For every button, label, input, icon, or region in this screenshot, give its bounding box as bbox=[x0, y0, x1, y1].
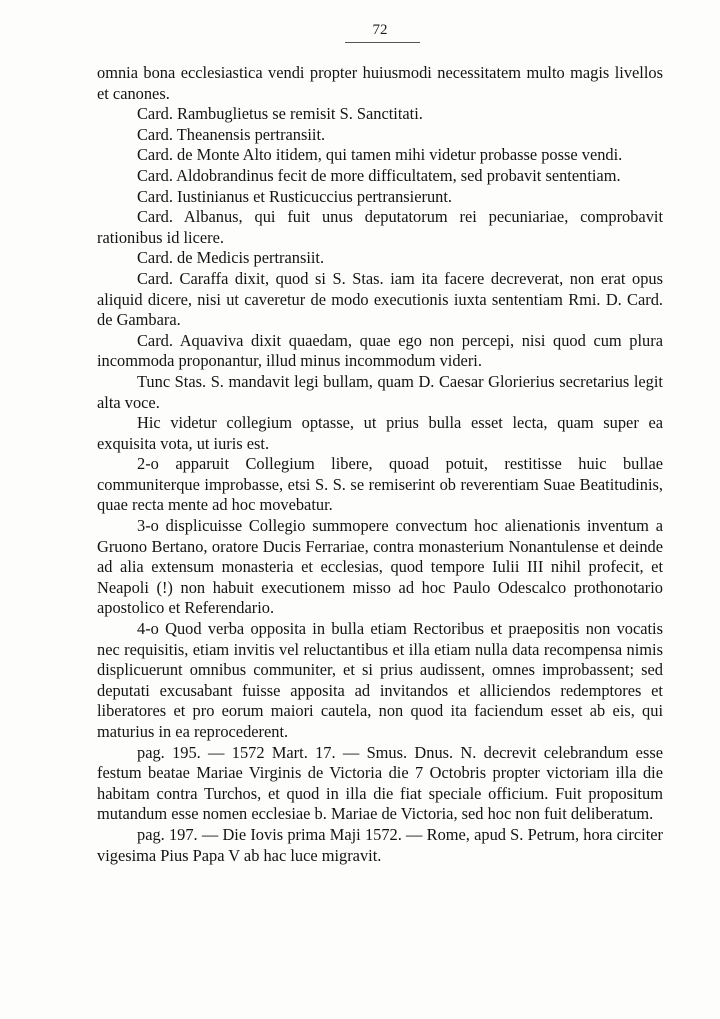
paragraph: Card. Albanus, qui fuit unus deputatorum rei pecuniariae, comprobavit rationibus id licere. bbox=[97, 207, 663, 247]
paragraph: Card. de Monte Alto itidem, qui tamen mihi videtur probasse posse vendi. bbox=[137, 145, 623, 165]
paragraph: Card. Iustinianus et Rusticuccius pertransierunt. bbox=[137, 186, 452, 206]
paragraph: Tunc Stas. S. mandavit legi bullam, quam D. Caesar Glorierius secretarius legit alta voce. bbox=[97, 371, 663, 412]
paragraph: Card. Caraffa dixit, quod si S. Stas. iam ita facere decreverat, non erat opus aliquid dicere, nisi ut caveretur de modo executionis iuxta sententiam Rmi. D. Card. de Gambara. bbox=[97, 268, 663, 330]
paragraph: Card. Aldobrandinus fecit de more difficultatem, sed probavit sententiam. bbox=[137, 165, 621, 185]
paragraph: Card. Rambuglietus se remisit S. Sanctitati. bbox=[137, 104, 423, 124]
page-number-rule bbox=[345, 42, 420, 43]
paragraph: 4-o Quod verba opposita in bulla etiam Rectoribus et praepositis non vocatis nec requisitis, etiam invitis vel reluctantibus et illa etiam nulla data recompensa nimis displicuerunt omnibus communiter, et si prius audissent, omnes improbassent; sed deputati excusabant fuisse apposita ad invitandos et alliciendos redemptores et liberatores et pro eorum maiori cautela, non quod ita faciendum esset ab eis, qui maturius in ea reprocederent. bbox=[97, 619, 663, 741]
paragraph: pag. 195. — 1572 Mart. 17. — Smus. Dnus. N. decrevit celebrandum esse festum beatae Mariae Virginis de Victoria die 7 Octobris propter victoriam illa die habitam contra Turchos, et quod in illa die fiat speciale officium. Fuit propositum mutandum esse nomen ecclesiae b. Mariae de Victoria, sed hoc non fuit deliberatum. bbox=[97, 742, 663, 824]
paragraph: 3-o displicuisse Collegio summopere convectum hoc alienationis inventum a Gruono Bertano, oratore Ducis Ferrariae, contra monasterium Nonantulense et deinde ad alia extensum monasteria et ecclesias, quod tempore Iulii III nihil profecit, et Neapoli (!) non habuit executionem misso ad hoc Paulo Odescalco prothonotario apostolico et Referendario. bbox=[97, 516, 663, 618]
page-number: 72 bbox=[372, 22, 388, 38]
paragraph: 2-o apparuit Collegium libere, quoad potuit, restitisse huic bullae communiterque improbasse, etsi S. S. se remiserint ob reverentiam Suae Beatitudinis, quae recta mente ad hoc movebatur. bbox=[97, 454, 663, 515]
paragraph: pag. 197. — Die Iovis prima Maji 1572. — Rome, apud S. Petrum, hora circiter vigesima Pius Papa V ab hac luce migravit. bbox=[97, 824, 663, 865]
paragraph: omnia bona ecclesiastica vendi propter huiusmodi necessitatem multo magis livellos et canones. bbox=[97, 63, 663, 103]
text-body bbox=[97, 63, 663, 866]
paragraph: Card. Theanensis pertransiit. bbox=[137, 124, 326, 144]
paragraph: Card. Aquaviva dixit quaedam, quae ego non percepi, nisi quod cum plura incommoda proponantur, illud minus incommodum videri. bbox=[97, 330, 663, 371]
paragraph: Hic videtur collegium optasse, ut prius bulla esset lecta, quam super ea exquisita vota, ut iuris est. bbox=[97, 413, 663, 453]
paragraph: Card. de Medicis pertransiit. bbox=[137, 248, 325, 268]
